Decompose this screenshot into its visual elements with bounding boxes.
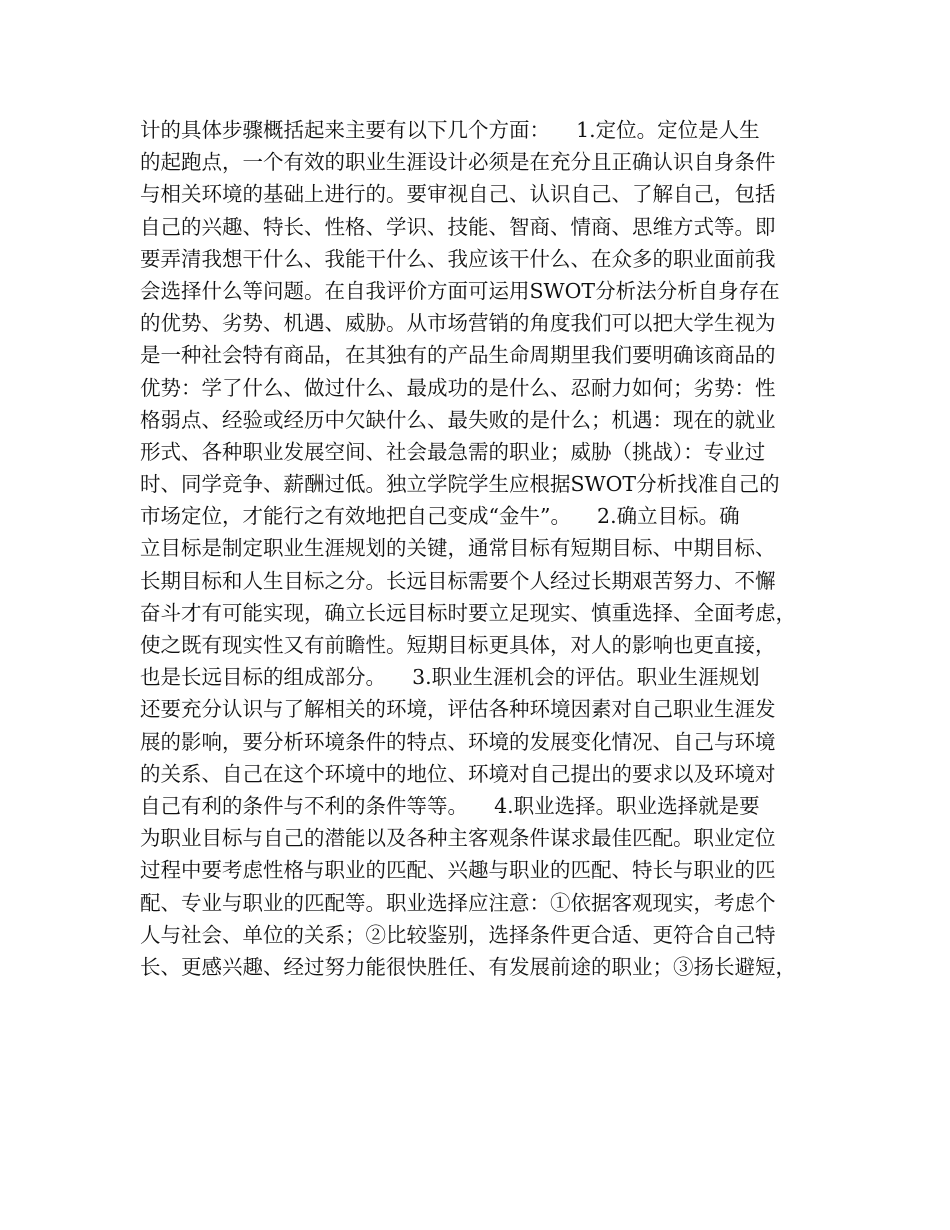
text-line: 自己有利的条件与不利的条件等等。 4.职业选择。职业选择就是要 xyxy=(140,793,760,818)
text-line: 时、同学竞争、薪酬过低。独立学院学生应根据SWOT分析找准自己的 xyxy=(140,472,780,497)
text-line: 格弱点、经验或经历中欠缺什么、最失败的是什么；机遇：现在的就业 xyxy=(140,407,776,432)
text-line: 展的影响，要分析环境条件的特点、环境的发展变化情况、自己与环境 xyxy=(140,729,776,754)
text-line: 配、专业与职业的匹配等。职业选择应注意：①依据客观现实，考虑个 xyxy=(140,890,776,915)
text-line: 长、更感兴趣、经过努力能很快胜任、有发展前途的职业；③扬长避短， xyxy=(140,954,796,979)
body-text xyxy=(140,114,820,983)
text-line: 使之既有现实性又有前瞻性。短期目标更具体，对人的影响也更直接， xyxy=(140,633,776,657)
text-line: 计的具体步骤概括起来主要有以下几个方面： 1.定位。定位是人生 xyxy=(140,118,760,142)
text-line: 还要充分认识与了解相关的环境，评估各种环境因素对自己职业生涯发 xyxy=(140,697,776,722)
text-line: 过程中要考虑性格与职业的匹配、兴趣与职业的匹配、特长与职业的匹 xyxy=(140,858,776,883)
text-line: 也是长远目标的组成部分。 3.职业生涯机会的评估。职业生涯规划 xyxy=(140,665,760,690)
text-line: 立目标是制定职业生涯规划的关键，通常目标有短期目标、中期目标、 xyxy=(140,536,776,561)
text-line: 是一种社会特有商品，在其独有的产品生命周期里我们要明确该商品的 xyxy=(140,343,776,368)
text-line: 要弄清我想干什么、我能干什么、我应该干什么、在众多的职业面前我 xyxy=(140,246,776,271)
text-line: 会选择什么等问题。在自我评价方面可运用SWOT分析法分析自身存在 xyxy=(140,278,780,303)
text-line: 长期目标和人生目标之分。长远目标需要个人经过长期艰苦努力、不懈 xyxy=(140,568,776,593)
text-line: 形式、各种职业发展空间、社会最急需的职业；威胁（挑战）：专业过 xyxy=(140,439,766,464)
text-line: 的起跑点，一个有效的职业生涯设计必须是在充分且正确认识自身条件 xyxy=(140,150,776,175)
text-line: 人与社会、单位的关系；②比较鉴别，选择条件更合适、更符合自己特 xyxy=(140,922,776,947)
text-line: 市场定位，才能行之有效地把自己变成“金牛”。 2.确立目标。确 xyxy=(140,504,740,529)
text-line: 奋斗才有可能实现，确立长远目标时要立足现实、慎重选择、全面考虑， xyxy=(140,600,796,625)
text-line: 与相关环境的基础上进行的。要审视自己、认识自己、了解自己，包括 xyxy=(140,182,776,207)
text-line: 的优势、劣势、机遇、威胁。从市场营销的角度我们可以把大学生视为 xyxy=(140,311,776,336)
text-line: 的关系、自己在这个环境中的地位、环境对自己提出的要求以及环境对 xyxy=(140,761,776,786)
text-line: 为职业目标与自己的潜能以及各种主客观条件谋求最佳匹配。职业定位 xyxy=(140,826,776,851)
text-line: 自己的兴趣、特长、性格、学识、技能、智商、情商、思维方式等。即 xyxy=(140,214,776,239)
text-line: 优势：学了什么、做过什么、最成功的是什么、忍耐力如何；劣势：性 xyxy=(140,375,776,400)
